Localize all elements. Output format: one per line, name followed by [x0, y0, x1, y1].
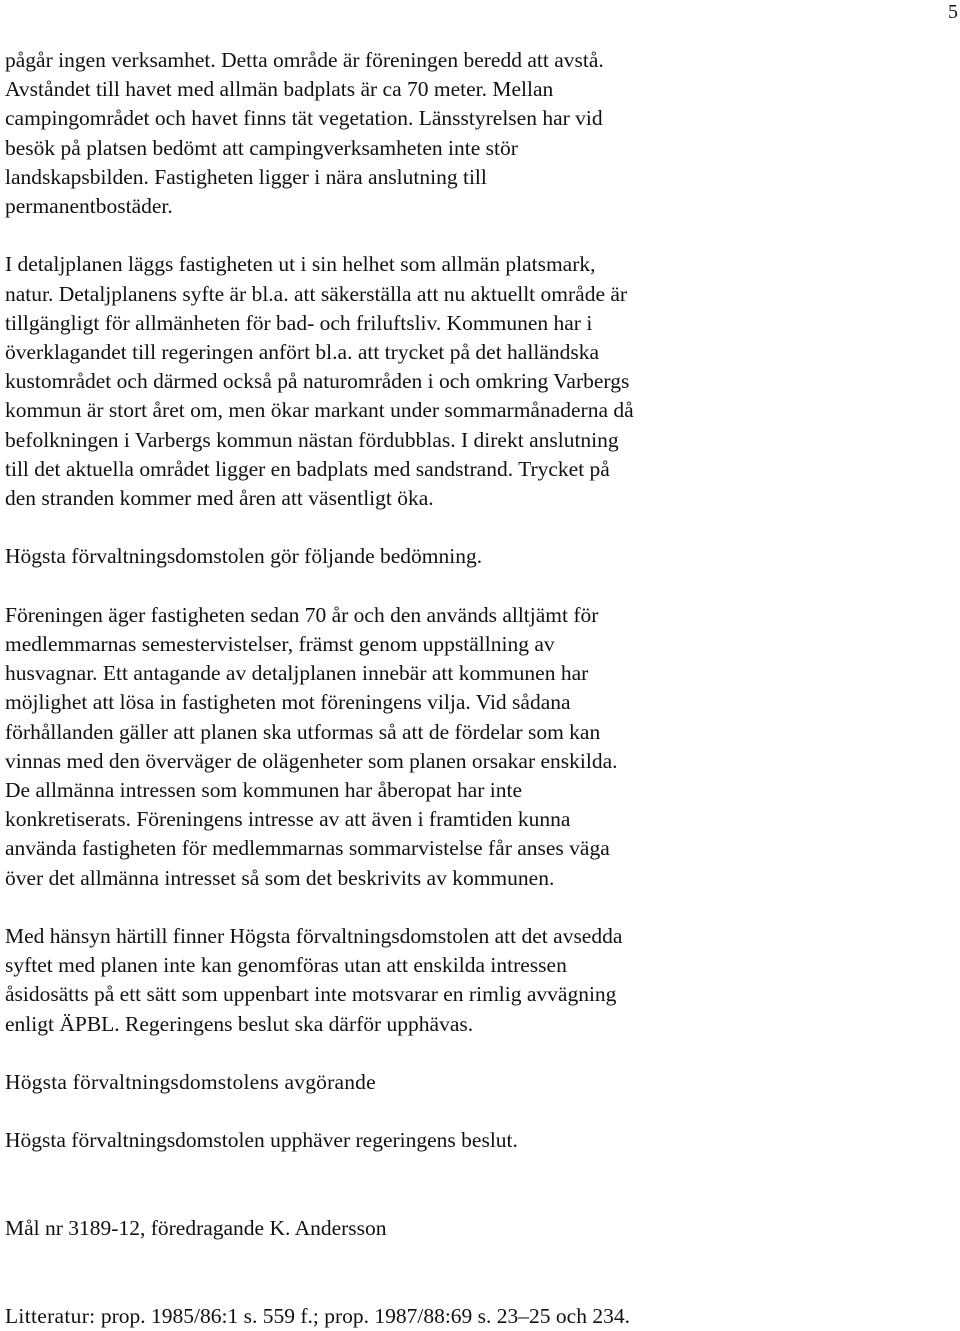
paragraph-court-assessment-intro: Högsta förvaltningsdomstolen gör följande bedömning. — [5, 544, 483, 569]
ruling-text: Högsta förvaltningsdomstolen upphäver regeringens beslut. — [5, 1128, 518, 1153]
literature-text: prop. 1985/86:1 s. 559 f.; prop. 1987/88:69 s. 23–25 och 234. — [95, 1303, 630, 1328]
paragraph-association-interest: Föreningen äger fastigheten sedan 70 år och den används alltjämt för medlemmarnas semestervistelser, främst genom uppställning av husvagnar. Ett antagande av detaljplanen innebär att kommunen har möjlighet att lösa in fastigheten mot föreningens vilja. Vid sådana förhållanden gäller att planen ska utformas så att de fördelar som kan vinnas med den överväger de olägenheter som planen orsakar enskilda. De allmänna intressen som kommunen har åberopat har inte konkretiserats. Föreningens intresse av att även i framtiden kunna använda fastigheten för medlemmarnas sommarvistelse får anses väga över det allmänna intresset så som det beskrivits av kommunen. — [5, 602, 618, 890]
paragraph-detail-plan: I detaljplanen läggs fastigheten ut i sin helhet som allmän platsmark, natur. Detaljplanens syfte är bl.a. att säkerställa att nu aktuellt område är tillgängligt för allmänheten för bad- och friluftsliv. Kommunen har i överklagandet till regeringen anfört bl.a. att trycket på det halländska kustområdet och därmed också på naturområden i och omkring Varbergs kommun är stort året om, men ökar markant under sommarmånaderna då befolkningen i Varbergs kommun nästan fördubblas. I direkt anslutning till det aktuella området ligger en badplats med sandstrand. Trycket på den stranden kommer med åren att väsentligt öka. — [5, 252, 634, 511]
paragraph-campsite-description: pågår ingen verksamhet. Detta område är föreningen beredd att avstå. Avståndet till havet med allmän badplats är ca 70 meter. Mellan campingområdet och havet finns tät vegetation. Länsstyrelsen har vid besök på platsen bedömt att campingverksamheten inte stör landskapsbilden. Fastigheten ligger i nära anslutning till permanentbostäder. — [5, 48, 604, 219]
case-reference: Mål nr 3189-12, föredragande K. Andersson — [5, 1216, 387, 1241]
ruling-heading: Högsta förvaltningsdomstolens avgörande — [5, 1070, 376, 1095]
literature-label: Litteratur: — [5, 1303, 96, 1328]
page-number: 5 — [948, 1, 958, 23]
literature-reference — [5, 1302, 935, 1331]
document-body — [5, 46, 935, 1331]
paragraph-conclusion: Med hänsyn härtill finner Högsta förvaltningsdomstolen att det avsedda syftet med planen inte kan genomföras utan att enskilda intressen åsidosätts på ett sätt som uppenbart inte motsvarar en rimlig avvägning enligt ÄPBL. Regeringens beslut ska därför upphävas. — [5, 924, 623, 1036]
